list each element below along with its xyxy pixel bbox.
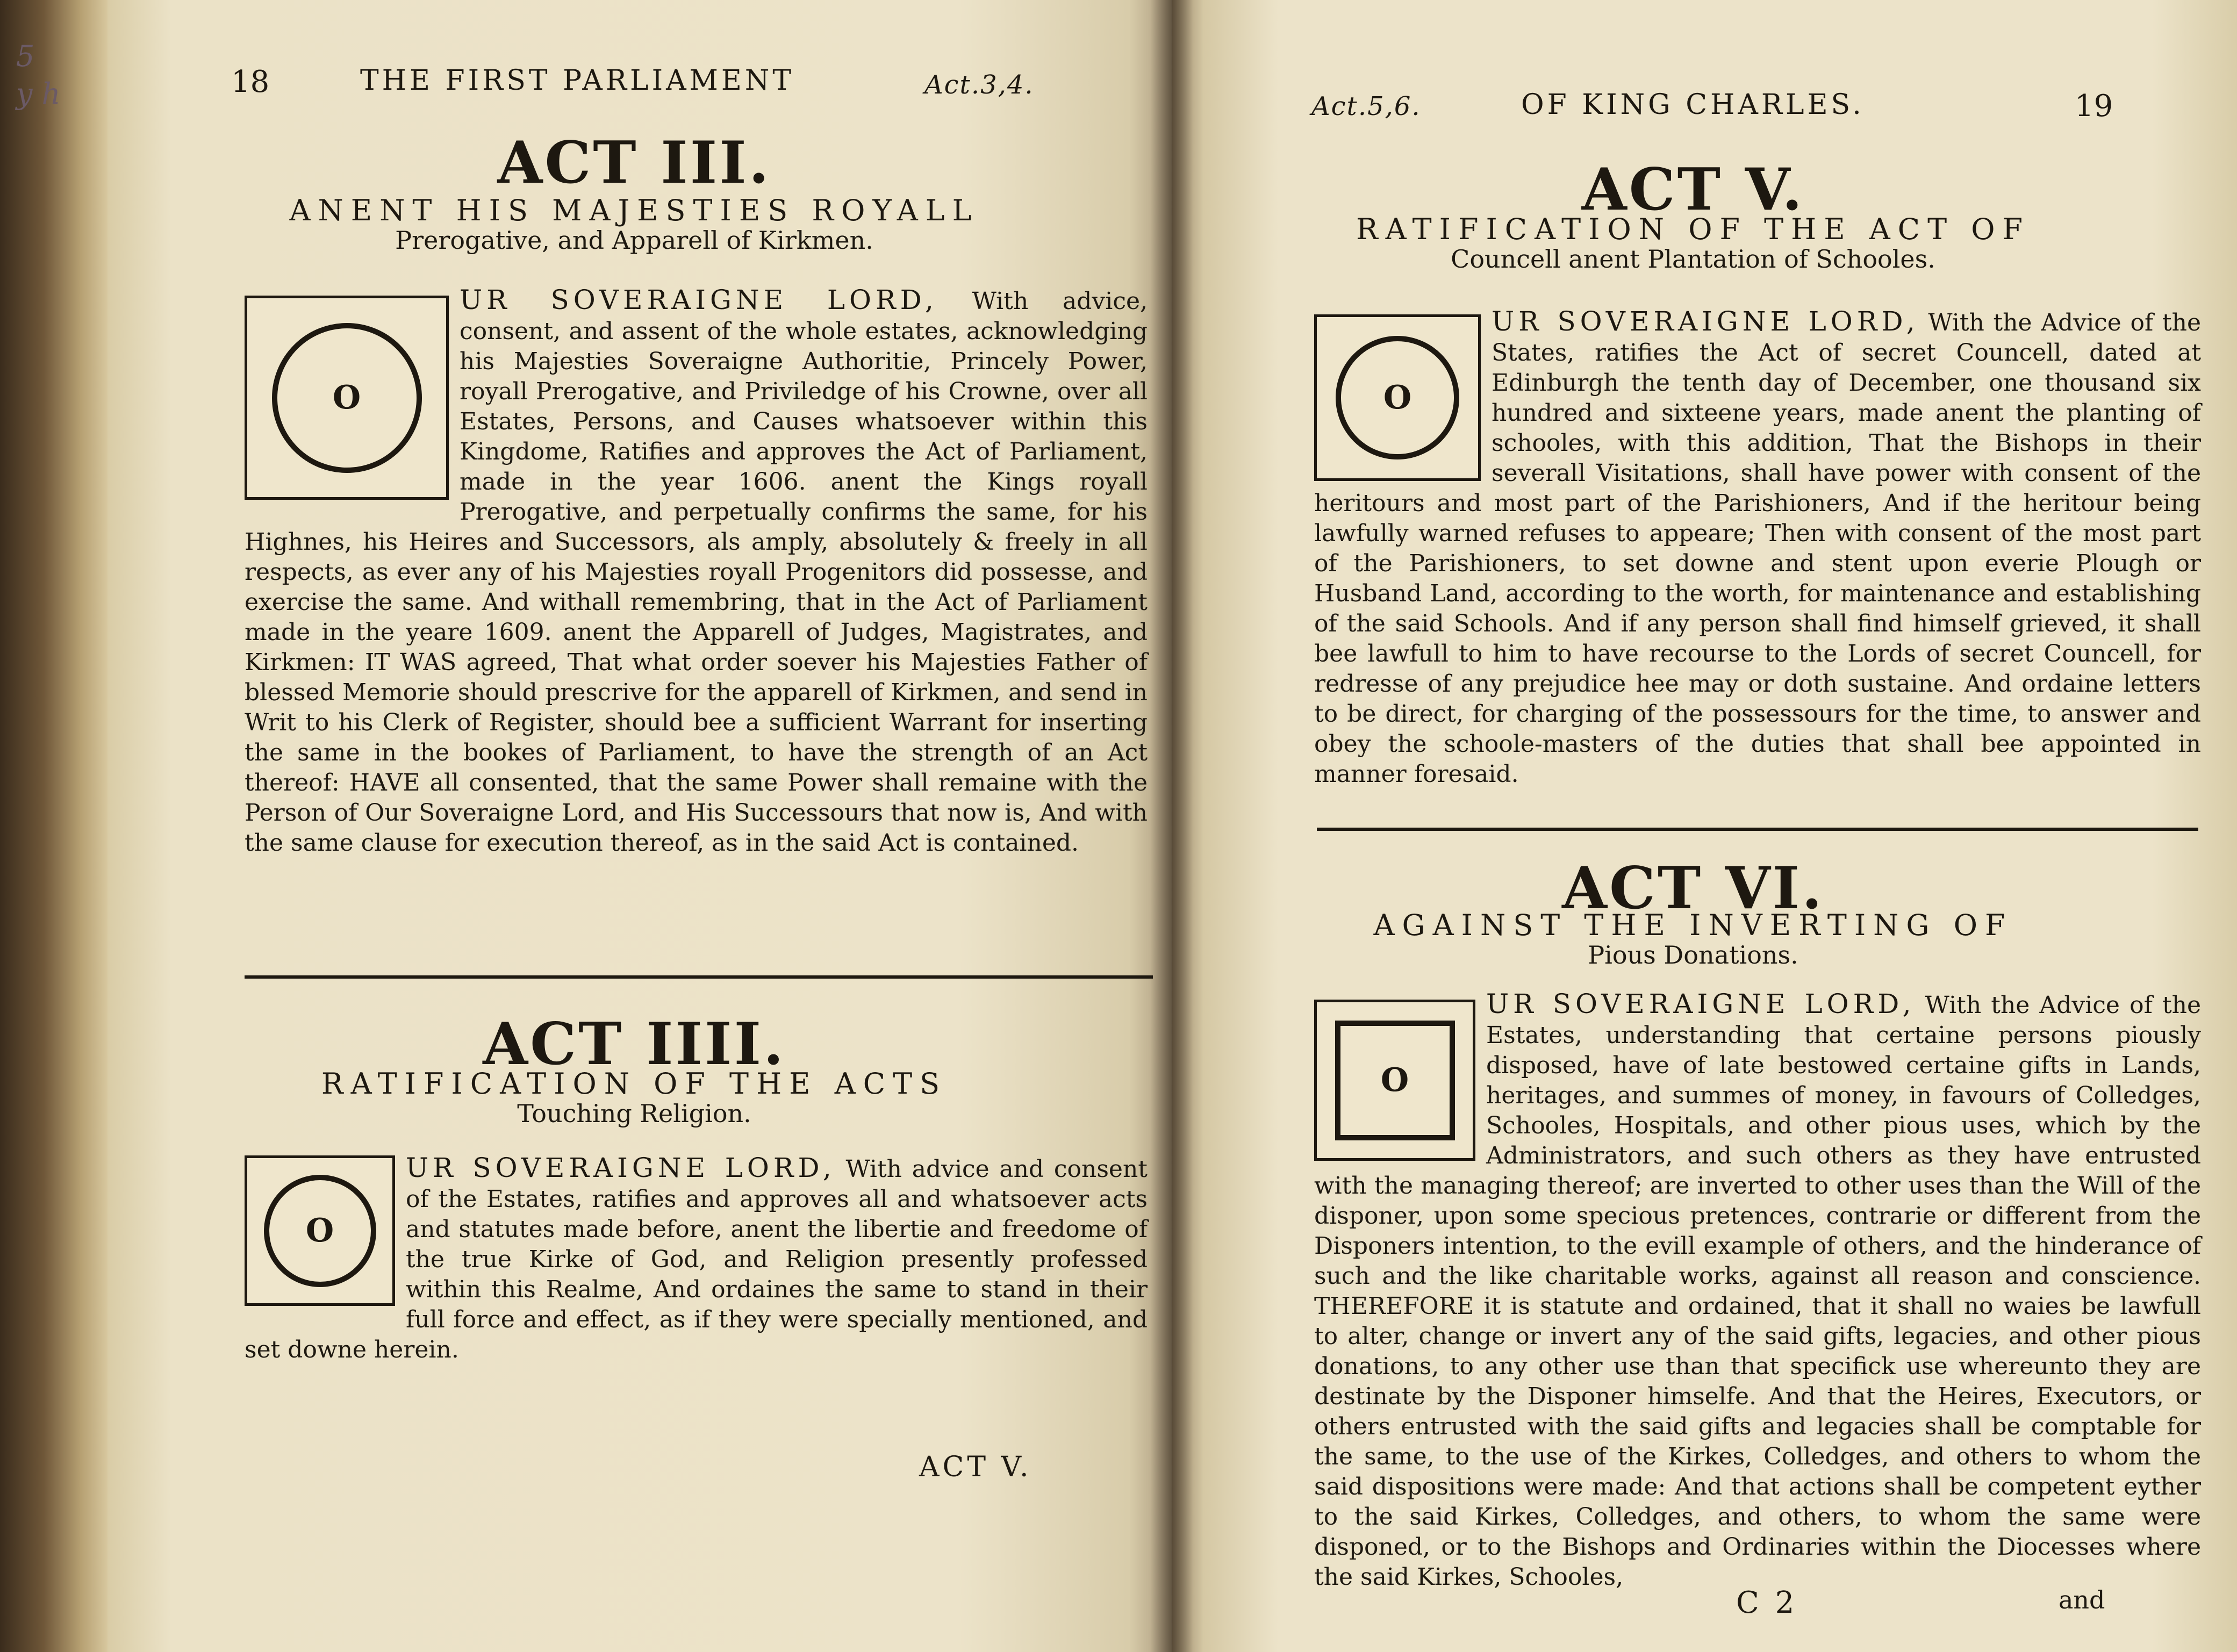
act4-subtitle-1: RATIFICATION OF THE ACTS [321, 1067, 948, 1101]
act6-lead: UR SOVERAIGNE LORD, [1486, 988, 1916, 1019]
act5-lead: UR SOVERAIGNE LORD, [1492, 306, 1919, 337]
act5-subtitle-1: RATIFICATION OF THE ACT OF [1356, 212, 2031, 246]
act4-text [245, 1153, 1148, 1365]
act5-text [1314, 306, 2201, 789]
act3-lead: UR SOVERAIGNE LORD, [460, 284, 938, 315]
act6-subtitle-2: Pious Donations. [1588, 940, 1798, 969]
margin-note: 5 y h [16, 39, 61, 111]
act-ref-left: Act.3,4. [924, 70, 1034, 100]
signature-mark: C 2 [1736, 1585, 1798, 1620]
act6-body: With the Advice of the Estates, understanding that certaine persons piously disposed, have of late bestowed certaine gifts in Lands, heritages, and summes of money, in favours of Colledges, Schooles, Hospitals, and other pious uses, which by the Administrators, and such others as they have entrusted with the managing thereof; are inverted to other uses than the Will of the disponer, upon some specious pretences, contrarie or different from the Disponers intention, to the evill example of others, and the hinderance of such and the like charitable works, against all reason and conscience. THEREFORE it is statute and ordained, that it shall no waies be lawfull to alter, change or invert any of the said gifts, legacies, and other pious donations, to any other use than that specifick use whereunto they are destinate by the Disponer himselfe. And that the Heires, Executors, or others entrusted with the said gifts and legacies shall be comptable for the same, to the use of the Kirkes, Colledges, and others to whom the said dispositions were made: And that actions shall be competent eyther to the said Kirkes, Colledges, and others, to whom the same were disponed, or to the Bishops and Ordinaries within the Diocesses where the said Kirkes, Schooles, [1314, 992, 2202, 1591]
running-head-right: OF KING CHARLES. [1521, 89, 1865, 121]
catchword-right: and [2059, 1585, 2105, 1614]
act4-lead: UR SOVERAIGNE LORD, [406, 1152, 836, 1183]
act6-text [1314, 989, 2201, 1592]
act6-title: ACT VI. [1562, 854, 1824, 922]
folio-right: 19 [2075, 89, 2113, 124]
page-edges [0, 0, 107, 1652]
right-page [1172, 0, 2237, 1652]
initial-o-glyph: O [332, 379, 361, 416]
act6-subtitle-1: AGAINST THE INVERTING OF [1373, 908, 2013, 942]
left-page [107, 0, 1172, 1652]
initial-o-glyph: O [305, 1212, 334, 1249]
book-gutter [1150, 0, 1193, 1652]
catchword-left: ACT V. [919, 1451, 1032, 1483]
act3-text [245, 285, 1148, 858]
folio-left: 18 [231, 64, 270, 99]
rule-left [245, 975, 1153, 979]
act4-subtitle-2: Touching Religion. [517, 1099, 751, 1128]
rule-right [1317, 828, 2198, 831]
act3-subtitle-2: Prerogative, and Apparell of Kirkmen. [395, 226, 873, 255]
act-ref-right: Act.5,6. [1311, 91, 1421, 121]
act5-title: ACT V. [1581, 156, 1805, 224]
initial-o-glyph: O [1380, 1061, 1409, 1099]
running-head-left: THE FIRST PARLIAMENT [360, 64, 795, 97]
act5-body: With the Advice of the States, ratifies the Act of secret Councell, dated at Edinburgh the tenth day of December, one thousand six hundred and sixteene years, made anent the planting of schooles, with this addition, That the Bishops in their severall Visitations, shall have power with consent of the heritours and most part of the Parishioners, And if the heritour being lawfully warned refuses to appeare; Then with consent of the most part of the Parishioners, to set downe and stent upon everie Plough or Husband Land, according to the worth, for maintenance and establishing of the said Schools. And if any person shall find himself grieved, it shall bee lawfull to him to have recourse to the Lords of secret Councell, for redresse of any prejudice hee may or doth sustaine. And ordaine letters to be direct, for charging of the possessours for the time, to answer and obey the schoole-masters of the duties that shall bee appointed in manner foresaid. [1314, 309, 2201, 788]
act3-title: ACT III. [497, 129, 771, 197]
initial-o-glyph: O [1383, 379, 1412, 416]
act3-subtitle-1: ANENT HIS MAJESTIES ROYALL [289, 193, 979, 227]
act4-title: ACT IIII. [483, 1010, 786, 1078]
act4-body: With advice and consent of the Estates, ratifies and approves all and whatsoever acts and statutes made before, anent the libertie and freedome of the true Kirke of God, and Religion presently professed within this Realme, And ordaines the same to stand in their full force and effect, as if they were specially mentioned, and set downe herein. [245, 1155, 1148, 1363]
act5-subtitle-2: Councell anent Plantation of Schooles. [1451, 245, 1935, 274]
act3-body: With advice, consent, and assent of the whole estates, acknowledging his Majesties Soveraigne Authoritie, Princely Power, royall Prerogative, and Priviledge of his Crowne, over all Estates, Persons, and Causes whatsoever within this Kingdome, Ratifies and approves the Act of Parliament, made in the year 1606. anent the Kings royall Prerogative, and perpetually confirms the same, for his Highnes, his Heires and Successors, als amply, absolutely & freely in all respects, as ever any of his Majesties royall Progenitors did possesse, and exercise the same. And withall remembring, that in the Act of Parliament made in the yeare 1609. anent the Apparell of Judges, Magistrates, and Kirkmen: IT WAS agreed, That what order soever his Majesties Father of blessed Memorie should prescrive for the apparell of Kirkmen, and send in Writ to his Clerk of Register, should bee a sufficient Warrant for inserting the same in the bookes of Parliament, to have the strength of an Act thereof: HAVE all consented, that the same Power shall remaine with the Person of Our Soveraigne Lord, and His Successours that now is, And with the same clause for execution thereof, as in the said Act is contained. [245, 288, 1148, 857]
